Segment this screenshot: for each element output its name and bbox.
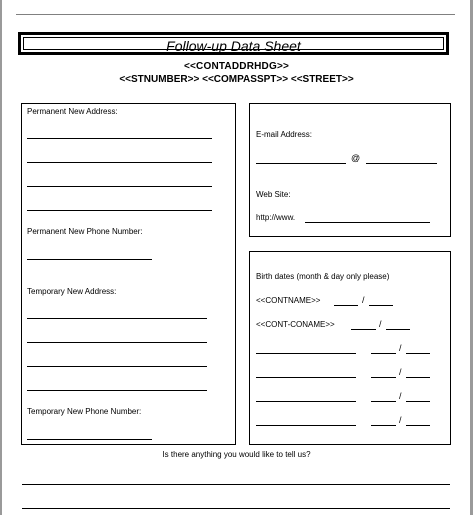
contname-day-line[interactable] — [369, 305, 393, 306]
birth-name-line-3[interactable] — [256, 401, 356, 402]
email-domain-line[interactable] — [366, 163, 437, 164]
birth-name-line-1[interactable] — [256, 353, 356, 354]
website-label: Web Site: — [256, 190, 291, 199]
contname-field: <<CONTNAME>> — [256, 296, 321, 305]
birth-month-line-1[interactable] — [371, 353, 396, 354]
contname-slash: / — [362, 295, 365, 305]
address-phone-panel — [21, 103, 236, 445]
email-label: E-mail Address: — [256, 130, 313, 139]
merge-field-street-line: <<STNUMBER>> <<COMPASSPT>> <<STREET>> — [119, 74, 354, 85]
temporary-address-line-2[interactable] — [27, 342, 207, 343]
permanent-address-line-2[interactable] — [27, 162, 212, 163]
temporary-address-line-4[interactable] — [27, 390, 207, 391]
birth-day-line-3[interactable] — [406, 401, 430, 402]
cont-coname-slash: / — [379, 319, 382, 329]
at-sign: @ — [351, 153, 361, 163]
temporary-address-line-3[interactable] — [27, 366, 207, 367]
permanent-phone-line[interactable] — [27, 259, 152, 260]
birth-name-line-2[interactable] — [256, 377, 356, 378]
permanent-address-line-1[interactable] — [27, 138, 212, 139]
birth-slash-3: / — [399, 391, 402, 401]
birth-dates-heading: Birth dates (month & day only please) — [256, 272, 390, 281]
cont-coname-month-line[interactable] — [351, 329, 376, 330]
cont-coname-day-line[interactable] — [386, 329, 410, 330]
permanent-address-line-3[interactable] — [27, 186, 212, 187]
permanent-address-label: Permanent New Address: — [27, 107, 118, 116]
title-frame — [18, 32, 449, 55]
birth-day-line-2[interactable] — [406, 377, 430, 378]
temporary-phone-line[interactable] — [27, 439, 152, 440]
temporary-address-line-1[interactable] — [27, 318, 207, 319]
birth-month-line-3[interactable] — [371, 401, 396, 402]
comments-question: Is there anything you would like to tell us? — [162, 450, 311, 459]
comments-line-2[interactable] — [22, 508, 450, 509]
temporary-phone-label: Temporary New Phone Number: — [27, 407, 142, 416]
comments-line-1[interactable] — [22, 484, 450, 485]
website-prefix: http://www. — [256, 213, 296, 222]
birth-name-line-4[interactable] — [256, 425, 356, 426]
email-user-line[interactable] — [256, 163, 346, 164]
birth-month-line-2[interactable] — [371, 377, 396, 378]
page-title: Follow-up Data Sheet — [166, 38, 301, 54]
top-rule — [16, 14, 455, 15]
birth-slash-1: / — [399, 343, 402, 353]
permanent-address-line-4[interactable] — [27, 210, 212, 211]
contname-month-line[interactable] — [334, 305, 358, 306]
temporary-address-label: Temporary New Address: — [27, 287, 117, 296]
birth-slash-2: / — [399, 367, 402, 377]
permanent-phone-label: Permanent New Phone Number: — [27, 227, 143, 236]
website-line[interactable] — [305, 222, 430, 223]
birth-day-line-4[interactable] — [406, 425, 430, 426]
cont-coname-field: <<CONT-CONAME>> — [256, 320, 335, 329]
birth-day-line-1[interactable] — [406, 353, 430, 354]
merge-field-contaddrhdg: <<CONTADDRHDG>> — [183, 61, 290, 72]
birth-month-line-4[interactable] — [371, 425, 396, 426]
birth-slash-4: / — [399, 415, 402, 425]
